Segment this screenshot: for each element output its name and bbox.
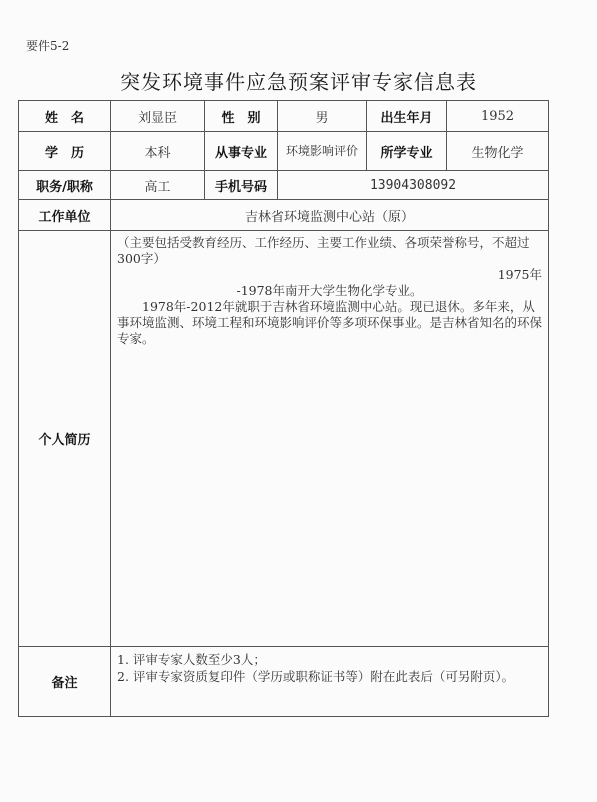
- bio-year: 1975年: [497, 267, 542, 282]
- notes-content: [111, 647, 549, 717]
- major-label: 所学专业: [367, 132, 447, 171]
- gender-value: 男: [278, 101, 367, 132]
- notes-line-2: 2. 评审专家资质复印件（学历或职称证书等）附在此表后（可另附页）。: [117, 669, 515, 684]
- document-title: 突发环境事件应急预案评审专家信息表: [120, 70, 477, 94]
- title-value: 高工: [111, 171, 205, 200]
- table-row: [19, 101, 549, 132]
- table-row: [19, 132, 549, 171]
- employer-label: 工作单位: [19, 200, 111, 231]
- birth-label: 出生年月: [367, 101, 447, 132]
- expert-info-table: [18, 100, 549, 717]
- bio-label: 个人简历: [19, 231, 111, 647]
- name-value: 刘显臣: [111, 101, 205, 132]
- table-row: [19, 231, 549, 647]
- bio-hint: （主要包括受教育经历、工作经历、主要工作业绩、各项荣誉称号，不超过300字）: [117, 235, 530, 266]
- bio-content: [111, 231, 549, 647]
- phone-value: 13904308092: [278, 171, 549, 200]
- birth-value: 1952: [447, 101, 549, 132]
- bio-line-1: -1978年南开大学生物化学专业。: [236, 283, 423, 298]
- notes-label: 备注: [19, 647, 111, 717]
- phone-label: 手机号码: [205, 171, 278, 200]
- table-row: [19, 647, 549, 717]
- title-label: 职务/职称: [19, 171, 111, 200]
- table-row: [19, 200, 549, 231]
- name-label: 姓 名: [19, 101, 111, 132]
- document-tag: 要件5-2: [26, 39, 70, 53]
- field-value: 环境影响评价: [278, 132, 367, 171]
- table-row: [19, 171, 549, 200]
- bio-line-2: 1978年-2012年就职于吉林省环境监测中心站。现已退休。多年来，从事环境监测、环境工程和环境影响评价等多项环保事业。是吉林省知名的环保专家。: [117, 299, 543, 346]
- education-label: 学 历: [19, 132, 111, 171]
- field-label: 从事专业: [205, 132, 278, 171]
- gender-label: 性 别: [205, 101, 278, 132]
- major-value: 生物化学: [447, 132, 549, 171]
- notes-line-1: 1. 评审专家人数至少3人；: [117, 652, 266, 667]
- employer-value: 吉林省环境监测中心站（原）: [111, 200, 549, 231]
- education-value: 本科: [111, 132, 205, 171]
